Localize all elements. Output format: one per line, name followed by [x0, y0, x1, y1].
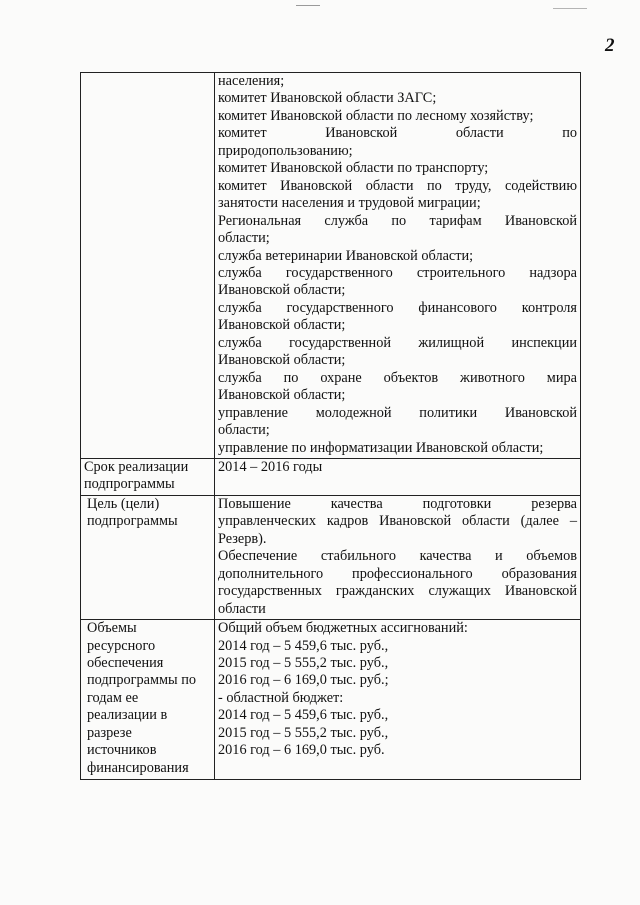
- executor-line: Ивановской области;: [218, 317, 346, 334]
- executor-line: служба государственного финансового контроля: [218, 299, 577, 316]
- goal-line: Резерв).: [218, 530, 267, 547]
- funding-label-line: подпрограммы по: [87, 672, 197, 689]
- term-label-line: Срок реализации: [84, 458, 189, 475]
- funding-label-line: обеспечения: [87, 654, 164, 671]
- goal-label-cell: [81, 495, 215, 619]
- executor-line: комитет Ивановской области по: [218, 125, 577, 142]
- goal-line: области: [218, 600, 266, 617]
- scan-mark: [553, 8, 587, 9]
- executor-line: комитет Ивановской области по труду, содействию: [218, 177, 577, 194]
- executor-line: комитет Ивановской области ЗАГС;: [218, 90, 437, 107]
- table-row-goal: [81, 495, 581, 619]
- goal-line: государственных гражданских служащих Ивановской: [218, 583, 577, 600]
- table-row-funding: [81, 620, 581, 780]
- executor-line: области;: [218, 422, 270, 439]
- funding-label-line: разрезе: [87, 724, 132, 741]
- scan-mark: [296, 5, 320, 6]
- term-label-cell: [81, 458, 215, 495]
- term-value: 2014 – 2016 годы: [218, 458, 323, 475]
- funding-line: 2014 год – 5 459,6 тыс. руб.,: [218, 637, 389, 654]
- funding-line: - областной бюджет:: [218, 689, 344, 706]
- executor-line: занятости населения и трудовой миграции;: [218, 195, 481, 212]
- funding-label-line: финансирования: [87, 759, 189, 776]
- goal-line: Повышение качества подготовки резерва: [218, 495, 577, 512]
- table-row-executors: [81, 73, 581, 459]
- funding-line: 2014 год – 5 459,6 тыс. руб.,: [218, 707, 389, 724]
- goal-line: Обеспечение стабильного качества и объемов: [218, 548, 577, 565]
- page-number: 2: [605, 35, 615, 56]
- term-label-line: подпрограммы: [84, 476, 175, 493]
- executor-line: области;: [218, 230, 270, 247]
- executor-line: населения;: [218, 73, 285, 89]
- executor-line: служба государственной жилищной инспекции: [218, 334, 577, 351]
- funding-line: Общий объем бюджетных ассигнований:: [218, 620, 468, 637]
- goal-label-line: Цель (цели): [87, 495, 160, 512]
- executor-line: управление по информатизации Ивановской области;: [218, 439, 544, 456]
- executor-line: комитет Ивановской области по транспорту;: [218, 160, 489, 177]
- executor-line: природопользованию;: [218, 142, 353, 159]
- executor-line: комитет Ивановской области по лесному хозяйству;: [218, 107, 534, 124]
- executor-line: служба государственного строительного надзора: [218, 264, 577, 281]
- funding-label-line: источников: [87, 742, 157, 759]
- funding-label-cell: [81, 620, 215, 780]
- funding-label-line: годам ее: [87, 689, 139, 706]
- goal-line: управленческих кадров Ивановской области (далее –: [218, 513, 577, 530]
- funding-line: 2016 год – 6 169,0 тыс. руб.: [218, 742, 385, 759]
- goal-text-cell: [215, 495, 581, 619]
- executor-line: Ивановской области;: [218, 387, 346, 404]
- funding-line: 2015 год – 5 555,2 тыс. руб.,: [218, 654, 389, 671]
- goal-label-line: подпрограммы: [87, 513, 178, 530]
- funding-label-line: реализации в: [87, 707, 168, 724]
- executor-line: управление молодежной политики Ивановской: [218, 404, 577, 421]
- table-row-term: [81, 458, 581, 495]
- executor-line: Ивановской области;: [218, 352, 346, 369]
- executor-line: Ивановской области;: [218, 282, 346, 299]
- term-value-cell: [215, 458, 581, 495]
- executor-line: служба ветеринарии Ивановской области;: [218, 247, 474, 264]
- subprogram-passport-table: [80, 72, 581, 780]
- label-cell-empty: [81, 73, 215, 459]
- funding-label-line: ресурсного: [87, 637, 156, 654]
- funding-line: 2015 год – 5 555,2 тыс. руб.,: [218, 724, 389, 741]
- executor-line: Региональная служба по тарифам Ивановской: [218, 212, 577, 229]
- funding-label-line: Объемы: [87, 620, 137, 637]
- funding-line: 2016 год – 6 169,0 тыс. руб.;: [218, 672, 389, 689]
- executors-list-cell: [215, 73, 581, 459]
- goal-line: дополнительного профессионального образования: [218, 565, 577, 582]
- executor-line: служба по охране объектов животного мира: [218, 369, 577, 386]
- funding-text-cell: [215, 620, 581, 780]
